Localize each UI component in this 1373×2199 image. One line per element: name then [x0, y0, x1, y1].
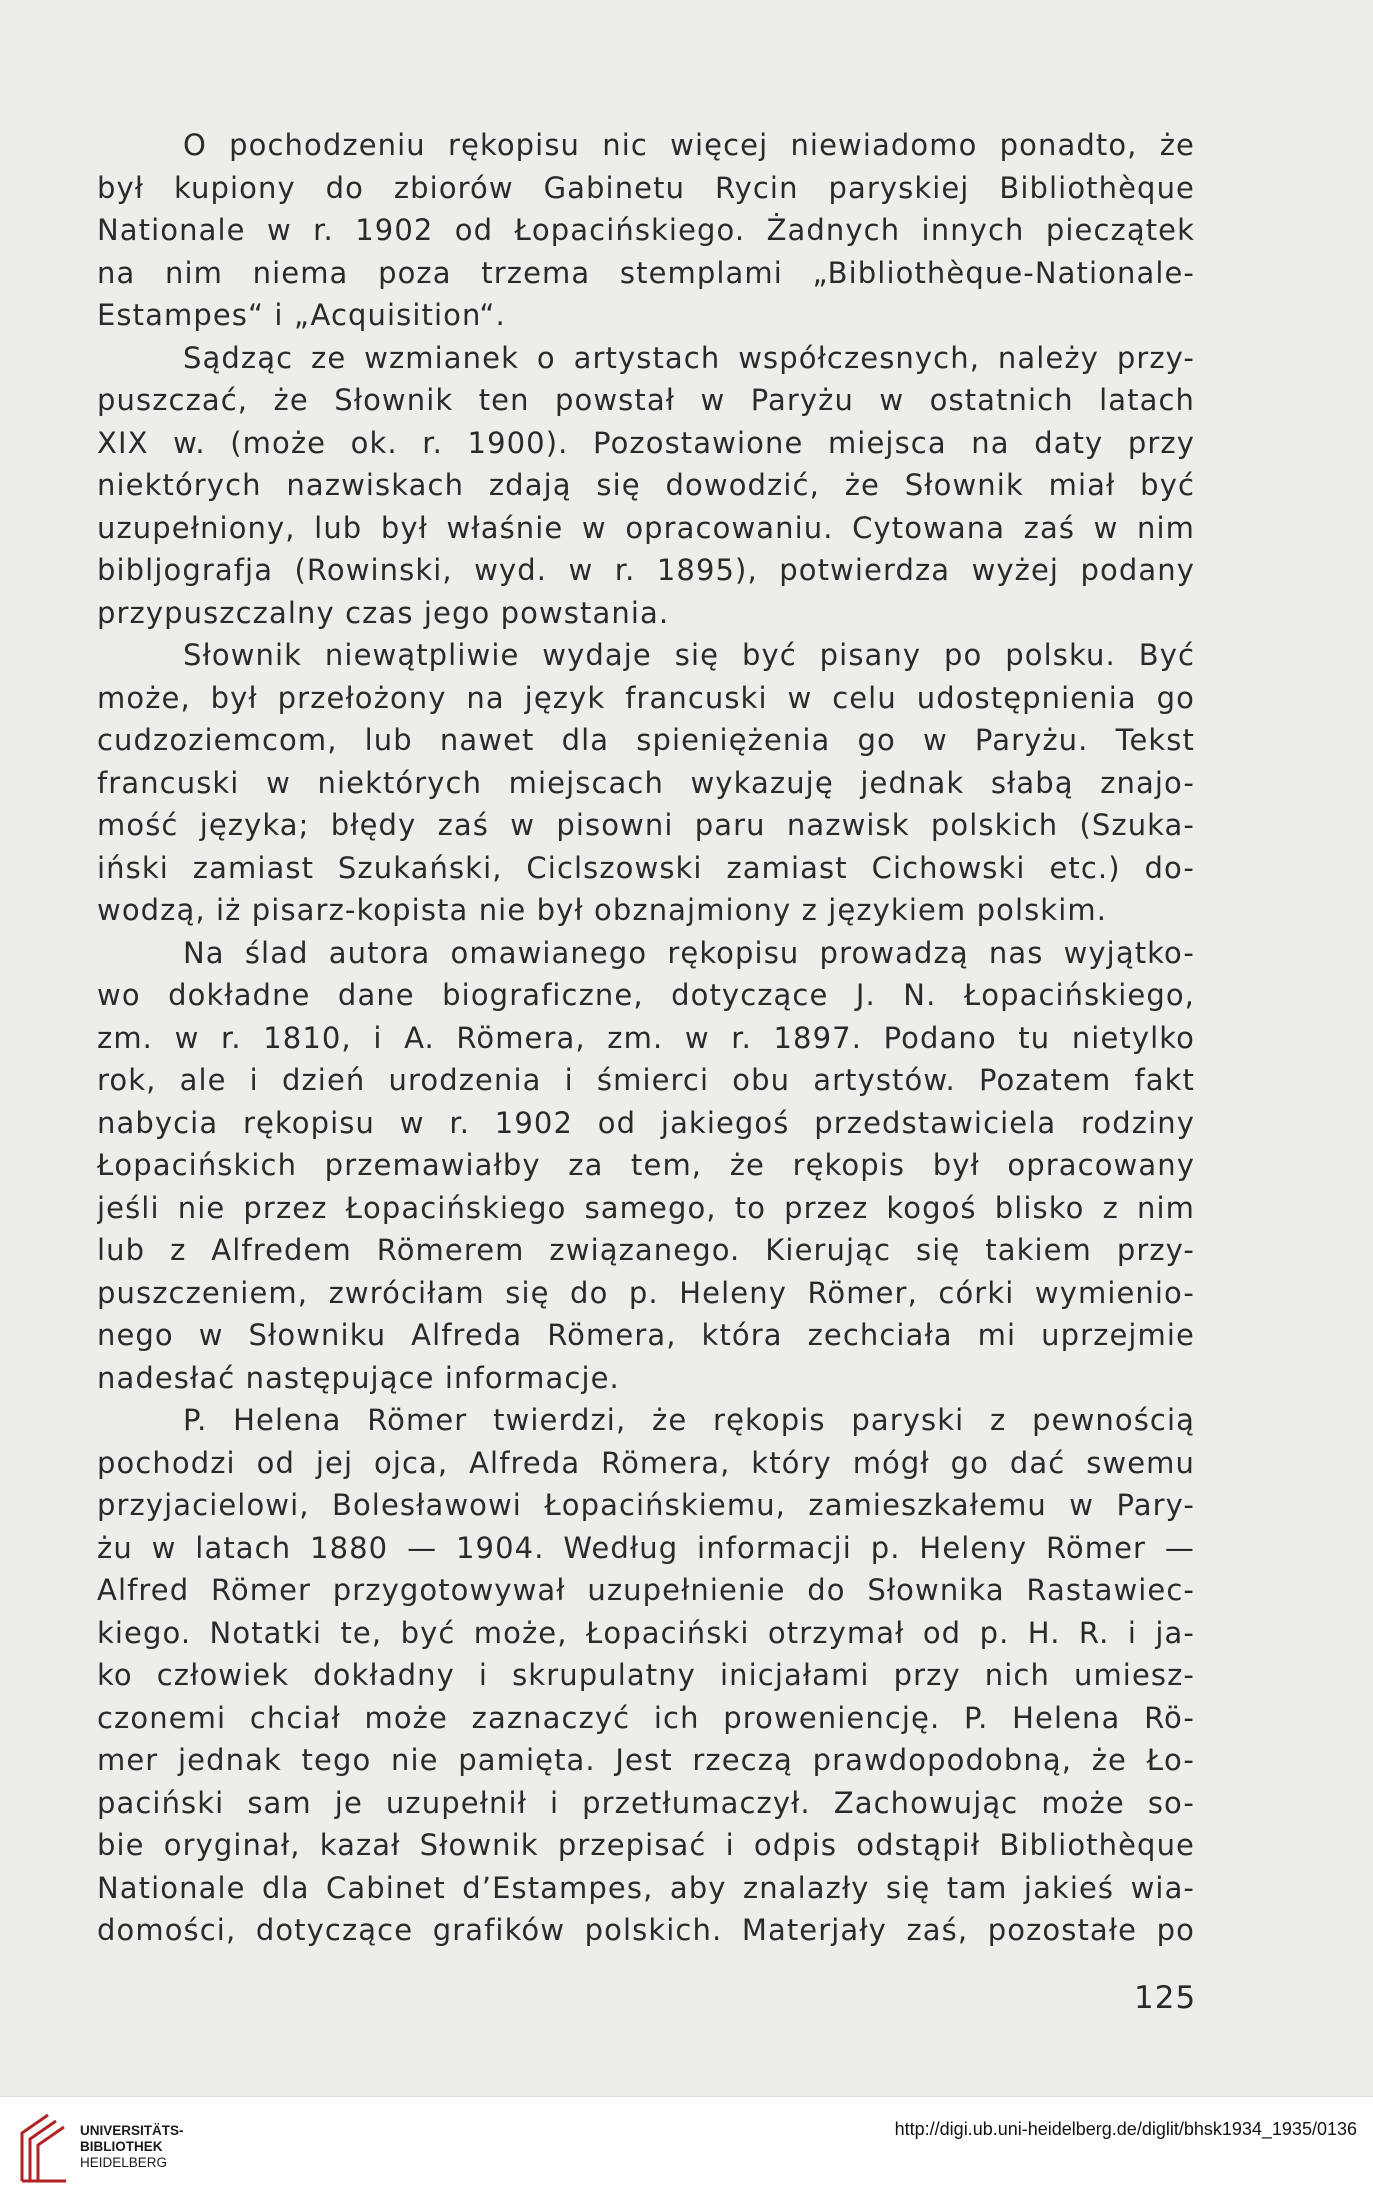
text-line: puszczać, że Słownik ten powstał w Paryżu w ostatnich latach [97, 383, 1195, 417]
text-line: kiego. Notatki te, być może, Łopaciński otrzymał od p. H. R. i ja- [97, 1615, 1195, 1650]
text-line: Sądząc ze wzmianek o artystach współczesnych, należy przy- [183, 340, 1195, 375]
text-line: Na ślad autora omawianego rękopisu prowadzą nas wyjątko- [183, 935, 1195, 970]
library-name-line3: HEIDELBERG [80, 2155, 168, 2170]
text-line: żu w latach 1880 — 1904. Według informacji p. Heleny Römer — [97, 1530, 1195, 1565]
text-line: nego w Słowniku Alfreda Römera, która zechciała mi uprzejmie [97, 1318, 1195, 1352]
text-line: może, był przełożony na język francuski w celu udostępnienia go [97, 680, 1195, 715]
text-line: na nim niema poza trzema stemplami „Bibliothèque-Nationale- [97, 255, 1195, 290]
text-line: Słownik niewątpliwie wydaje się być pisany po polsku. Być [183, 638, 1195, 672]
text-line: Alfred Römer przygotowywał uzupełnienie do Słownika Rastawiec- [97, 1573, 1195, 1607]
text-line: wo dokładne dane biograficzne, dotyczące J. N. Łopacińskiego, [97, 978, 1195, 1012]
text-line: nadesłać następujące informacje. [97, 1360, 620, 1395]
text-line: paciński sam je uzupełnił i przetłumaczył. Zachowując może so- [97, 1785, 1195, 1820]
text-line: mość języka; błędy zaś w pisowni paru nazwisk polskich (Szuka- [97, 808, 1195, 842]
text-line: był kupiony do zbiorów Gabinetu Rycin paryskiej Bibliothèque [97, 170, 1195, 205]
text-line: francuski w niektórych miejscach wykazuję jednak słabą znajo- [97, 765, 1195, 800]
text-line: ko człowiek dokładny i skrupulatny inicjałami przy nich umiesz- [97, 1658, 1195, 1692]
text-line: P. Helena Römer twierdzi, że rękopis paryski z pewnością [183, 1403, 1195, 1437]
body-text [97, 124, 1195, 1952]
text-line: jeśli nie przez Łopacińskiego samego, to przez kogoś blisko z nim [97, 1190, 1195, 1225]
text-line: zm. w r. 1810, i A. Römera, zm. w r. 1897. Podano tu nietylko [97, 1020, 1195, 1055]
text-line: rok, ale i dzień urodzenia i śmierci obu artystów. Pozatem fakt [97, 1063, 1195, 1097]
library-name [80, 2123, 184, 2171]
library-name-line1: UNIVERSITÄTS- [80, 2123, 184, 2138]
text-line: Nationale dla Cabinet d’Estampes, aby znalazły się tam jakieś wia- [97, 1870, 1195, 1905]
library-name-line2: BIBLIOTHEK [80, 2139, 163, 2154]
text-line: czonemi chciał może zaznaczyć ich proweniencję. P. Helena Rö- [97, 1700, 1195, 1735]
page-number: 125 [1134, 1980, 1197, 2016]
text-line: XIX w. (może ok. r. 1900). Pozostawione miejsca na daty przy [97, 425, 1195, 460]
text-line: bibljografja (Rowinski, wyd. w r. 1895), potwierdza wyżej podany [97, 553, 1195, 587]
text-line: bie oryginał, kazał Słownik przepisać i odpis odstąpił Bibliothèque [97, 1828, 1195, 1862]
permalink-url[interactable]: http://digi.ub.uni-heidelberg.de/diglit/bhsk1934_1935/0136 [894, 2119, 1357, 2139]
library-logo-icon[interactable] [18, 2111, 70, 2183]
text-line: domości, dotyczące grafików polskich. Materjały zaś, pozostałe po [97, 1913, 1195, 1947]
text-line: Estampes“ i „Acquisition“. [97, 298, 506, 332]
text-line: wodzą, iż pisarz-kopista nie był obznajmiony z językiem polskim. [97, 893, 1108, 927]
footer-bar [0, 2096, 1373, 2199]
text-line: cudzoziemcom, lub nawet dla spieniężenia go w Paryżu. Tekst [97, 723, 1195, 757]
text-line: przyjacielowi, Bolesławowi Łopacińskiemu, zamieszkałemu w Pary- [97, 1488, 1195, 1522]
text-line: mer jednak tego nie pamięta. Jest rzeczą prawdopodobną, że Ło- [97, 1743, 1195, 1777]
text-line: O pochodzeniu rękopisu nic więcej niewiadomo ponadto, że [183, 128, 1195, 162]
text-line: Nationale w r. 1902 od Łopacińskiego. Żadnych innych pieczątek [97, 213, 1195, 247]
text-line: niektórych nazwiskach zdają się dowodzić, że Słownik miał być [97, 468, 1195, 502]
text-line: pochodzi od jej ojca, Alfreda Römera, który mógł go dać swemu [97, 1445, 1195, 1480]
text-line: iński zamiast Szukański, Ciclszowski zamiast Cichowski etc.) do- [97, 850, 1195, 885]
text-line: nabycia rękopisu w r. 1902 od jakiegoś przedstawiciela rodziny [97, 1105, 1195, 1140]
text-line: przypuszczalny czas jego powstania. [97, 595, 670, 630]
text-line: lub z Alfredem Römerem związanego. Kierując się takiem przy- [97, 1233, 1195, 1267]
text-line: puszczeniem, zwróciłam się do p. Heleny Römer, córki wymienio- [97, 1275, 1195, 1310]
text-line: uzupełniony, lub był właśnie w opracowaniu. Cytowana zaś w nim [97, 510, 1195, 545]
text-line: Łopacińskich przemawiałby za tem, że rękopis był opracowany [97, 1148, 1195, 1182]
